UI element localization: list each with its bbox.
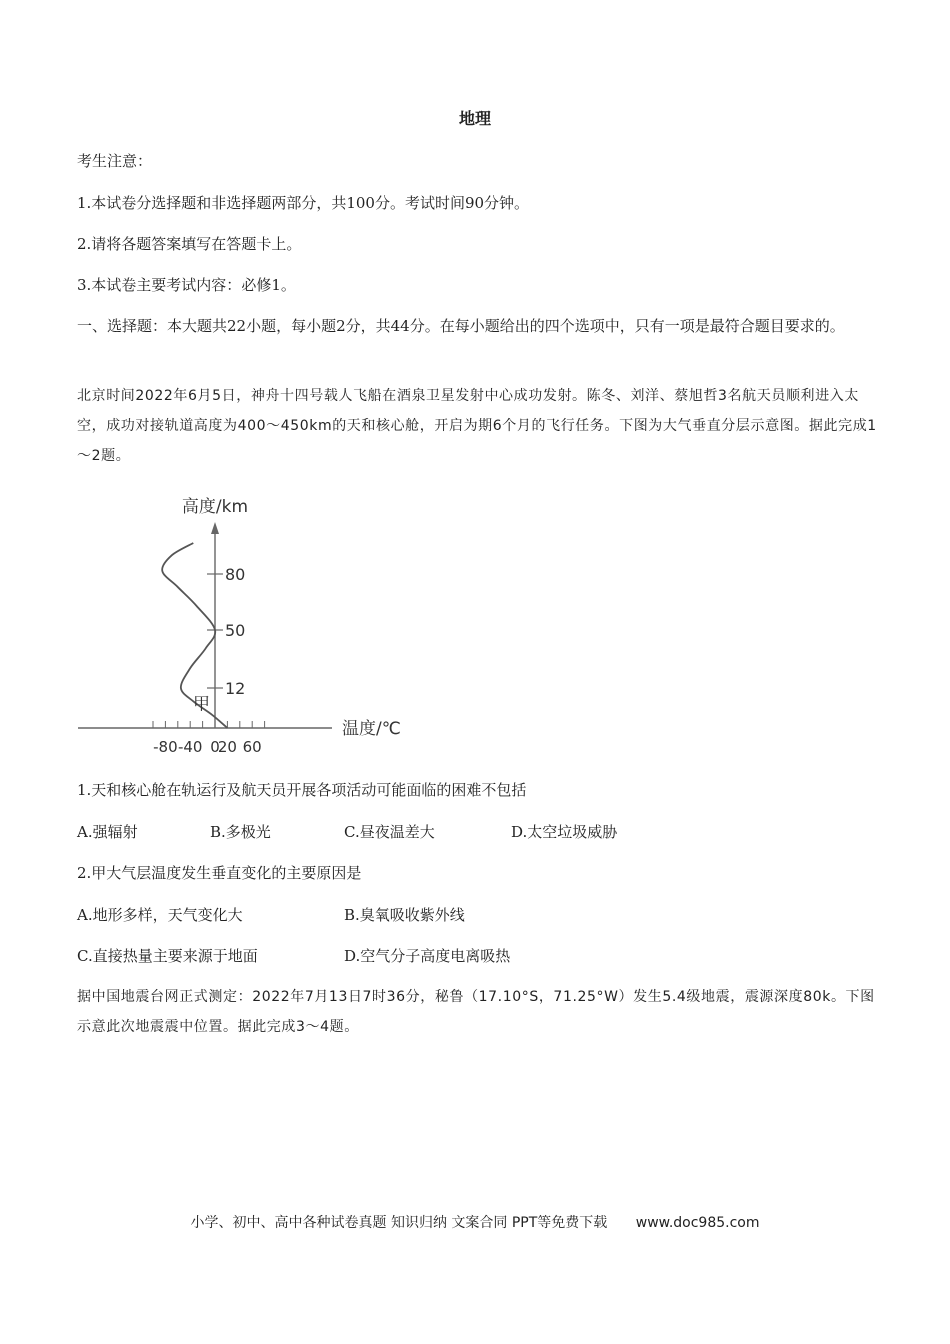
x-tick-label: 20 — [217, 738, 237, 756]
y-tick-label: 50 — [225, 621, 246, 640]
y-tick-label: 80 — [225, 565, 246, 584]
y-axis-arrow-icon — [211, 522, 219, 534]
layer-annotation: 甲 — [193, 694, 210, 715]
x-tick-label: -80 — [153, 738, 178, 756]
question-2-stem: 2.甲大气层温度发生垂直变化的主要原因是 — [77, 864, 362, 882]
section-intro: 一、选择题：本大题共22小题，每小题2分，共44分。在每小题给出的四个选项中，只有一项是最符合题目要求的。 — [77, 317, 845, 335]
y-tick-label: 12 — [225, 679, 246, 698]
passage-2: 据中国地震台网正式测定：2022年7月13日7时36分，秘鲁（17.10°S，71.25°W）发生5.4级地震，震源深度80k。下图示意此次地震震中位置。据此完成3～4题。 — [77, 989, 875, 1035]
question-1-option-b[interactable]: B.多极光 — [210, 823, 271, 841]
page-title: 地理 — [458, 109, 491, 128]
question-2-option-b[interactable]: B.臭氧吸收紫外线 — [344, 906, 465, 924]
x-tick-label: 60 — [242, 738, 262, 756]
question-1-option-d[interactable]: D.太空垃圾威胁 — [511, 823, 618, 841]
notice-item-2: 2.请将各题答案填写在答题卡上。 — [77, 235, 302, 253]
x-tick-label: -40 — [177, 738, 203, 756]
passage-1: 北京时间2022年6月5日，神舟十四号载人飞船在酒泉卫星发射中心成功发射。陈冬、刘洋、蔡旭哲3名航天员顺利进入太空，成功对接轨道高度为400～450km的天和核心舱，开启为期6个月的飞行任务。下图为大气垂直分层示意图。据此完成1～2题。 — [77, 388, 877, 464]
y-axis-label: 高度/km — [181, 497, 249, 517]
footer-url[interactable]: www.doc985.com — [635, 1215, 760, 1231]
question-1-stem: 1.天和核心舱在轨运行及航天员开展各项活动可能面临的困难不包括 — [77, 781, 527, 799]
footer-text: 小学、初中、高中各种试卷真题 知识归纳 文案合同 PPT等免费下载 — [190, 1215, 608, 1231]
page-footer — [0, 1212, 950, 1232]
notice-item-1: 1.本试卷分选择题和非选择题两部分，共100分。考试时间90分钟。 — [77, 194, 530, 212]
question-1-option-c[interactable]: C.昼夜温差大 — [344, 823, 435, 841]
question-1-option-a[interactable]: A.强辐射 — [77, 823, 138, 841]
x-axis-label: 温度/℃ — [342, 719, 401, 739]
question-2-option-d[interactable]: D.空气分子高度电离吸热 — [344, 947, 511, 965]
question-2-option-c[interactable]: C.直接热量主要来源于地面 — [77, 947, 258, 965]
x-tick-label: 0 — [210, 738, 220, 756]
chart-labels — [153, 497, 401, 756]
notice-item-3: 3.本试卷主要考试内容：必修1。 — [77, 276, 296, 294]
atmosphere-layer-chart — [70, 488, 430, 763]
notice-heading: 考生注意： — [77, 152, 153, 170]
question-2-option-a[interactable]: A.地形多样，天气变化大 — [77, 906, 243, 924]
